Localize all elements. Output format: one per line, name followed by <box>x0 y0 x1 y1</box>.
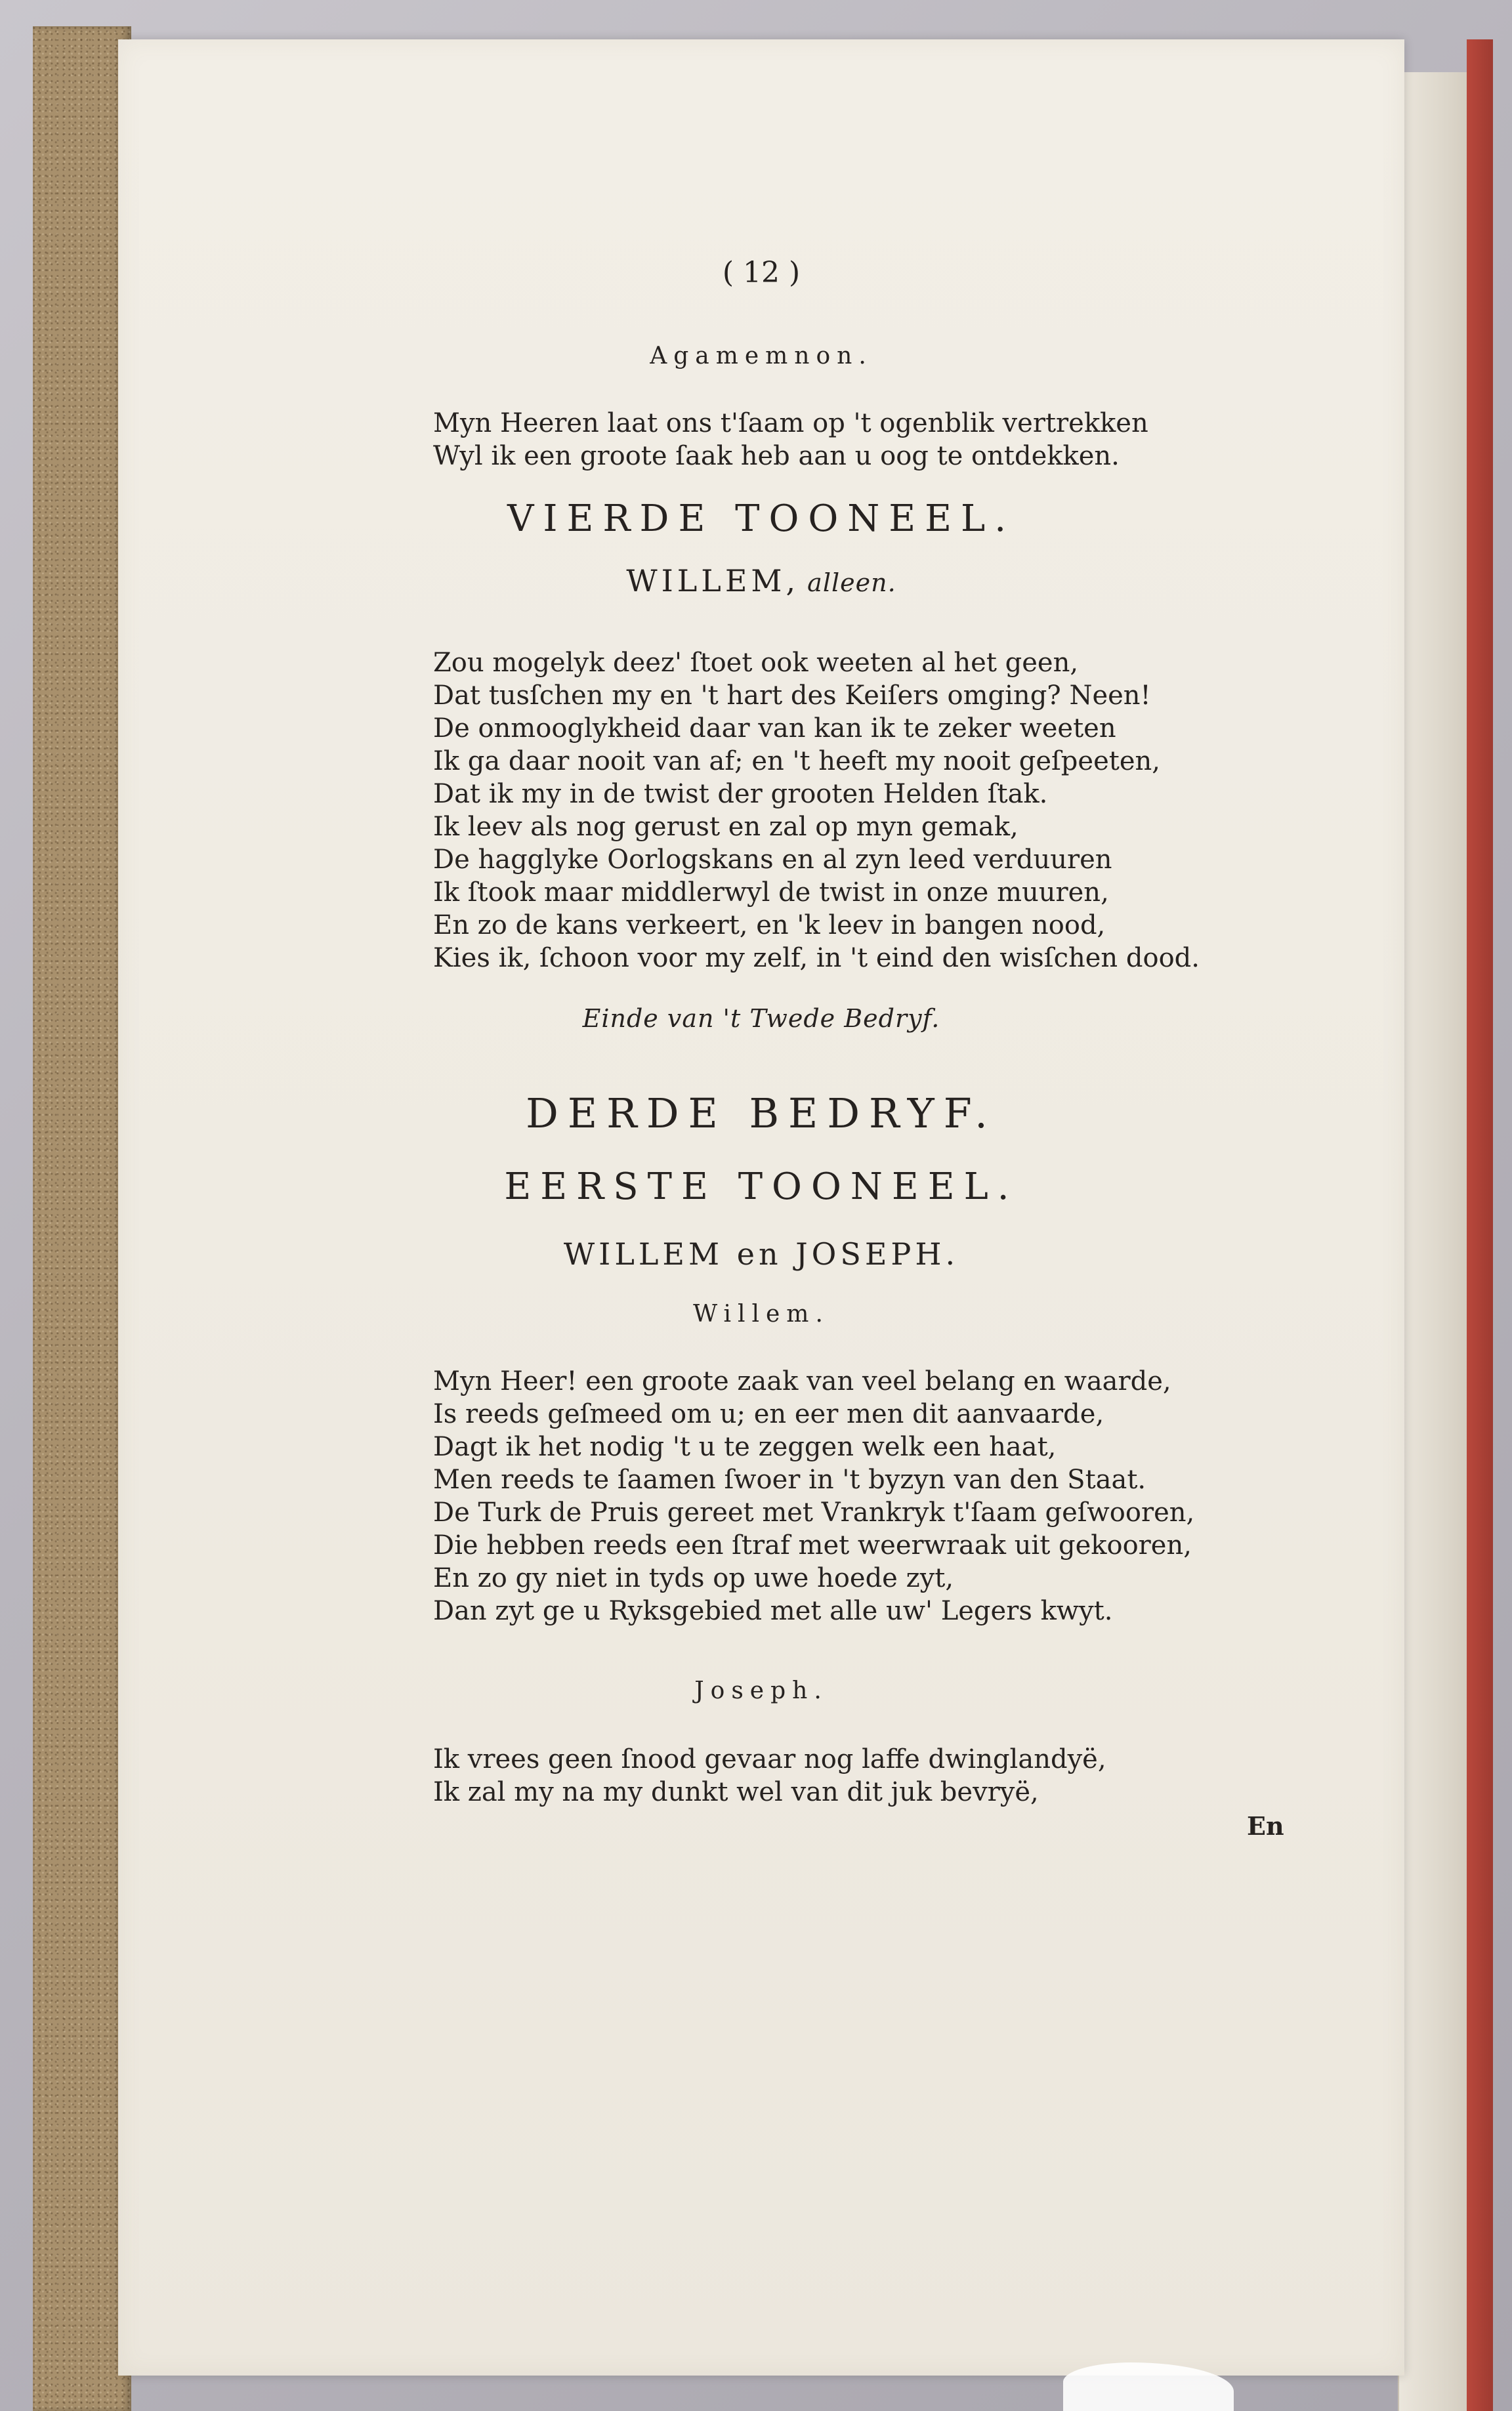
characters-line: WILLEM en JOSEPH. <box>563 1236 959 1272</box>
joseph-speech <box>433 1743 1106 1809</box>
verse-line: De hagglyke Oorlogskans en al zyn leed verduuren <box>433 845 1112 875</box>
willem-speech <box>433 1365 1194 1627</box>
verse-line: Is reeds geſmeed om u; en eer men dit aanvaarde, <box>433 1399 1104 1429</box>
scene-heading-eerste: EERSTE TOONEEL. <box>504 1165 1018 1208</box>
verse-line: Myn Heer! een groote zaak van veel belang en waarde, <box>433 1366 1171 1396</box>
verse-line: Myn Heeren laat ons t'ſaam op 't ogenblik vertrekken <box>433 408 1148 438</box>
catchword: En <box>1247 1811 1284 1841</box>
verse-line: Men reeds te ſaamen ſwoer in 't byzyn van den Staat. <box>433 1465 1146 1495</box>
scene-heading-vierde: VIERDE TOONEEL. <box>507 497 1016 540</box>
book-page <box>118 39 1404 2376</box>
verse-line: Ik ſtook maar middlerwyl de twist in onze muuren, <box>433 877 1109 908</box>
speaker-willem: Willem. <box>693 1301 830 1328</box>
verse-line: En zo de kans verkeert, en 'k leev in bangen nood, <box>433 910 1106 940</box>
verse-line: De Turk de Pruis gereet met Vrankryk t'ſaam geſwooren, <box>433 1498 1195 1528</box>
verse-line: De onmooglykheid daar van kan ik te zeker weeten <box>433 713 1116 744</box>
page-number: ( 12 ) <box>722 256 801 289</box>
role-name: WILLEM, <box>626 563 800 598</box>
verse-line: Dat tusſchen my en 't hart des Keiſers omging? Neen! <box>433 681 1151 711</box>
verse-line: Dagt ik het nodig 't u te zeggen welk een haat, <box>433 1432 1057 1462</box>
verse-line: Dan zyt ge u Ryksgebied met alle uw' Legers kwyt. <box>433 1596 1113 1626</box>
speaker-joseph: Joseph. <box>694 1677 828 1704</box>
verse-line: Ik ga daar nooit van af; en 't heeft my nooit geſpeeten, <box>433 746 1160 776</box>
act-end-note: Einde van 't Twede Bedryf. <box>582 1004 940 1033</box>
speaker-agamemnon: Agamemnon. <box>650 343 873 369</box>
next-leaves-edge <box>1398 72 1478 2411</box>
verse-line: Kies ik, ſchoon voor my zelf, in 't eind den wisſchen dood. <box>433 943 1200 973</box>
verse-line: En zo gy niet in tyds op uwe hoede zyt, <box>433 1563 954 1593</box>
verse-line: Ik leev als nog gerust en zal op myn gemak, <box>433 812 1018 842</box>
verse-line: Die hebben reeds een ſtraf met weerwraak uit gekooren, <box>433 1530 1192 1561</box>
verse-line: Wyl ik een groote ſaak heb aan u oog te ontdekken. <box>433 441 1120 471</box>
role-willem-alone <box>118 563 1404 598</box>
verse-line: Ik vrees geen ſnood gevaar nog laffe dwinglandyë, <box>433 1744 1106 1774</box>
agamemnon-verse <box>433 407 1148 472</box>
willem-monologue <box>433 646 1200 975</box>
verse-line: Ik zal my na my dunkt wel van dit juk bevryë, <box>433 1777 1039 1807</box>
verse-line: Dat ik my in de twist der grooten Helden ſtak. <box>433 779 1048 809</box>
verse-line: Zou mogelyk deez' ſtoet ook weeten al het geen, <box>433 648 1079 678</box>
act-heading: DERDE BEDRYF. <box>526 1089 997 1137</box>
red-cover-edge <box>1467 39 1493 2411</box>
book-spine <box>33 26 131 2411</box>
role-note: alleen. <box>807 568 896 597</box>
